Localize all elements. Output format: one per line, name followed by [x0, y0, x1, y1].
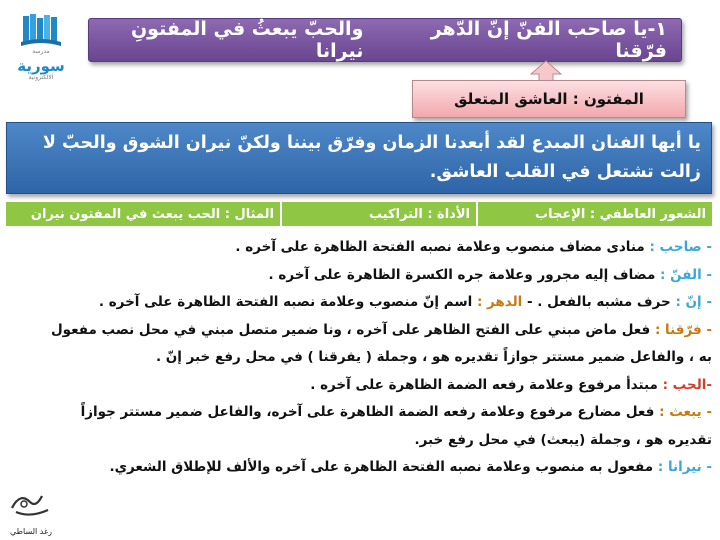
analysis-text: مضاف إليه مجرور وعلامة جره الكسرة الظاهرة على آخره .	[268, 266, 656, 283]
example-cell: المثال : الحب يبعث في المفتون نيران	[30, 206, 274, 222]
analysis-text: اسم إنّ منصوب وعلامة نصبه الفتحة الظاهرة على آخره .	[98, 294, 473, 310]
emotion-cell: الشعور العاطفي : الإعجاب	[476, 202, 712, 226]
analysis-line	[30, 454, 712, 482]
verse-part-1: ١-يا صاحب الفنّ إنّ الدّهر فرّقنا	[430, 18, 667, 62]
analysis-line	[30, 234, 712, 262]
signature-mark-icon	[2, 488, 60, 522]
signature-name: رغد الساطي	[9, 527, 53, 536]
analysis-text: مفعول به منصوب وعلامة نصبه الفتحة الظاهرة على آخره والألف للإطلاق الشعري.	[109, 459, 654, 475]
analysis-line	[30, 262, 712, 290]
callout-arrow-icon	[530, 60, 562, 82]
analysis-term: - يبعث :	[659, 404, 712, 420]
verse-part-2: والحبّ يبعثُ في المفتونِ نيرانا	[130, 18, 364, 62]
analysis-text: فعل ماض مبني على الفتح الظاهر على آخره ، ونا ضمير متصل مبني في محل نصب مفعول	[50, 321, 651, 338]
logo-tagline: الالكترونية	[28, 74, 54, 81]
analysis-line	[30, 289, 712, 317]
analysis-text: فعل مضارع مرفوع وعلامة رفعه الضمة الظاهرة على آخره، والفاعل ضمير مستتر جوازاً	[80, 404, 655, 420]
author-signature	[2, 488, 60, 538]
analysis-term: - فرّقنا :	[654, 321, 712, 338]
verse-explanation: يا أيها الفنان المبدع لقد أبعدنا الزمان وفرّق بيننا ولكنّ نيران الشوق والحبّ لا زالت تشتعل في القلب العاشق.	[6, 122, 712, 194]
logo-subtitle: مدرسة	[32, 48, 50, 55]
school-logo	[10, 12, 72, 82]
analysis-term: - نيرانا :	[657, 459, 712, 475]
analysis-term: -الحب :	[662, 376, 712, 393]
analysis-term: الدهر :	[476, 294, 523, 310]
verse-banner	[88, 18, 682, 62]
analysis-line	[30, 399, 712, 427]
info-bar	[6, 202, 712, 226]
word-meaning-box: المفتون : العاشق المتعلق	[412, 80, 686, 118]
analysis-term: - إنّ :	[675, 294, 712, 310]
analysis-text: حرف مشبه بالفعل . -	[527, 294, 671, 310]
analysis-text: مبتدأ مرفوع وعلامة رفعه الضمة الظاهرة على آخره .	[310, 376, 658, 393]
analysis-term: - صاحب :	[649, 239, 712, 255]
analysis-term: - الفنّ :	[660, 266, 712, 283]
tool-cell: الأداة : التراكيب	[280, 202, 476, 226]
analysis-line	[30, 427, 712, 455]
analysis-line	[30, 372, 712, 400]
analysis-text: به ، والفاعل ضمير مستتر جوازاً تقديره هو ، وجملة ( يفرقنا ) في محل رفع خبر إنّ .	[155, 349, 712, 365]
analysis-text: تقديره هو ، وجملة (يبعث) في محل رفع خبر.	[414, 431, 712, 448]
books-logo-icon	[19, 12, 63, 48]
analysis-text: منادى مضاف منصوب وعلامة نصبه الفتحة الظاهرة على آخره .	[235, 239, 645, 255]
logo-brand: سورية	[17, 57, 65, 75]
analysis-line	[30, 344, 712, 372]
analysis-line	[30, 317, 712, 345]
grammar-analysis	[30, 234, 712, 482]
